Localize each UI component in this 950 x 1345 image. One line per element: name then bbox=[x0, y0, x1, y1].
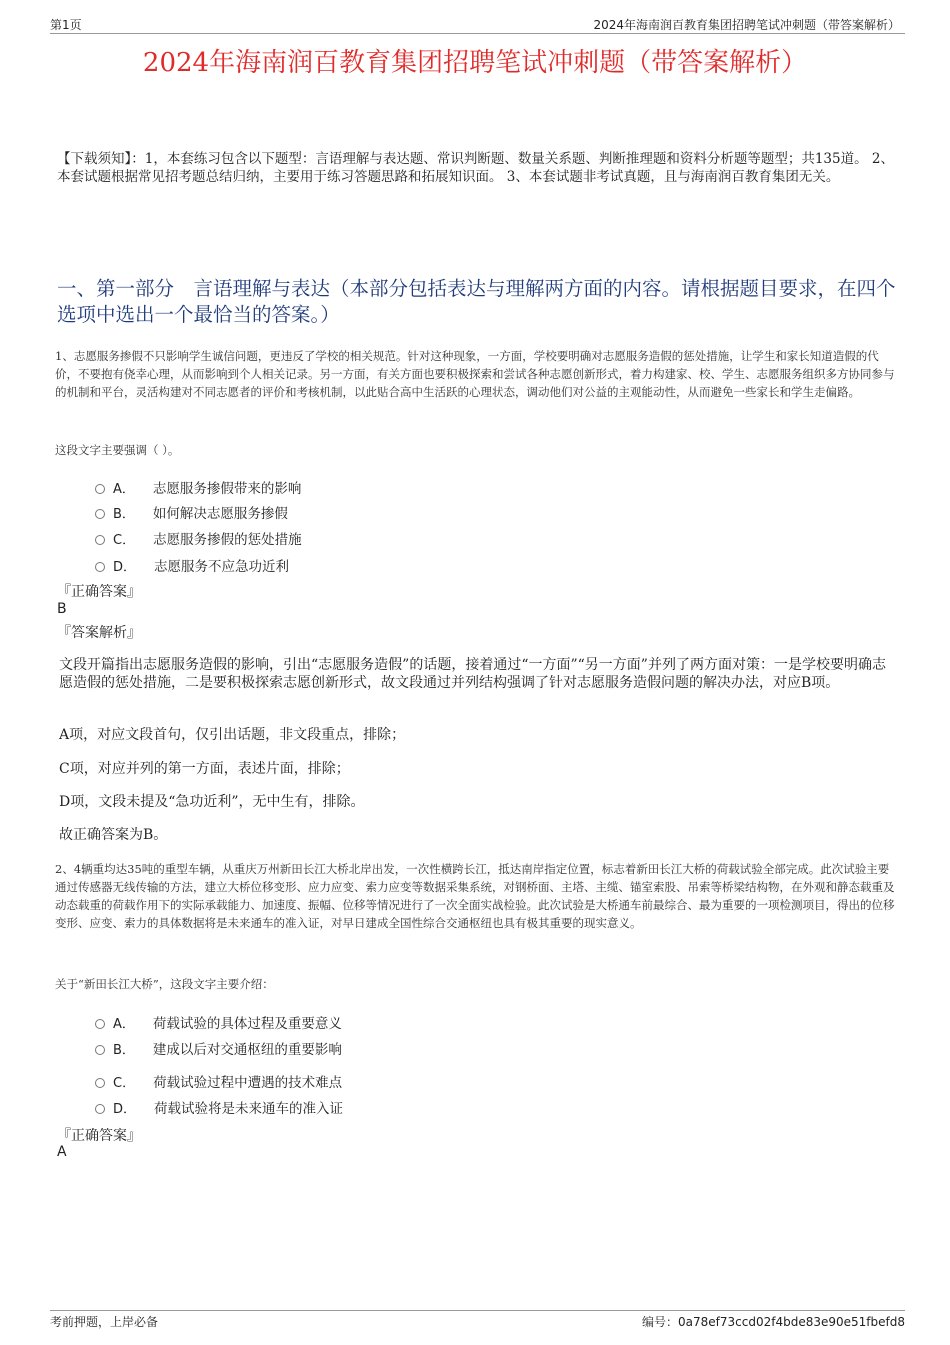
option-letter: A． bbox=[113, 1016, 135, 1032]
question-1-analysis-a: A项，对应文段首句，仅引出话题，非文段重点，排除； bbox=[59, 727, 406, 743]
option-letter: C． bbox=[113, 532, 136, 548]
footer-divider bbox=[50, 1310, 905, 1311]
radio-icon[interactable] bbox=[95, 1078, 105, 1088]
option-text: 荷载试验的具体过程及重要意义 bbox=[152, 1016, 342, 1032]
question-1-analysis-main: 文段开篇指出志愿服务造假的影响，引出“志愿服务造假”的话题，接着通过“一方面”“另一方面”并列了两方面对策：一是学校要明确志愿造假的惩处措施，二是要积极探索志愿创新形式，故文段通过并列结构强调了针对志愿服务造假问题的解决办法，对应B项。 bbox=[59, 657, 886, 691]
question-2-stem: 关于“新田长江大桥”，这段文字主要介绍： bbox=[55, 977, 274, 991]
section-heading: 一、第一部分 言语理解与表达（本部分包括表达与理解两方面的内容。请根据题目要求，在四个选项中选出一个最恰当的答案。） bbox=[57, 277, 896, 326]
option-text: 志愿服务不应急功近利 bbox=[154, 559, 290, 575]
option-letter: A． bbox=[113, 481, 135, 497]
question-1-analysis-c: C项，对应并列的第一方面，表述片面，排除； bbox=[59, 761, 350, 777]
footer-code-value: 0a78ef73ccd02f4bde83e90e51fbefd8 bbox=[678, 1315, 905, 1329]
question-2-option-b[interactable] bbox=[95, 1038, 342, 1058]
radio-icon[interactable] bbox=[95, 535, 105, 545]
question-1-passage: 1、志愿服务掺假不只影响学生诚信问题，更违反了学校的相关规范。针对这种现象，一方面，学校要明确对志愿服务造假的惩处措施，让学生和家长知道造假的代价，不要抱有侥幸心理，从而影响到个人相关记录。另一方面，有关方面也要积极探索和尝试各种志愿创新形式，着力构建家、校、学生、志愿服务组织多方协同参与的机制和平台，灵活构建对不同志愿者的评价和考核机制，以此贴合高中生活跃的心理状态，调动他们对公益的主观能动性，从而避免一些家长和学生走偏路。 bbox=[55, 349, 895, 399]
footer-code-label: 编号： bbox=[642, 1315, 679, 1329]
option-text: 志愿服务掺假带来的影响 bbox=[152, 481, 302, 497]
question-1-analysis-label: 『答案解析』 bbox=[57, 625, 141, 641]
question-2-option-c[interactable] bbox=[95, 1071, 342, 1091]
question-1-option-a[interactable] bbox=[95, 477, 301, 497]
header-divider bbox=[50, 33, 905, 34]
radio-icon[interactable] bbox=[95, 484, 105, 494]
radio-icon[interactable] bbox=[95, 1019, 105, 1029]
radio-icon[interactable] bbox=[95, 509, 105, 519]
option-text: 如何解决志愿服务掺假 bbox=[152, 506, 288, 522]
question-1-analysis-conclusion: 故正确答案为B。 bbox=[59, 827, 168, 843]
option-letter: D． bbox=[113, 559, 137, 575]
question-1-answer-label: 『正确答案』 bbox=[57, 584, 141, 600]
question-1-option-d[interactable] bbox=[95, 555, 289, 575]
question-1-stem: 这段文字主要强调（ ）。 bbox=[55, 443, 180, 457]
option-letter: D． bbox=[113, 1101, 137, 1117]
radio-icon[interactable] bbox=[95, 562, 105, 572]
question-1-analysis-d: D项，文段未提及“急功近利”，无中生有，排除。 bbox=[59, 794, 365, 810]
radio-icon[interactable] bbox=[95, 1045, 105, 1055]
option-letter: B． bbox=[113, 506, 135, 522]
question-1-answer: B bbox=[57, 601, 67, 617]
question-2-option-d[interactable] bbox=[95, 1097, 343, 1117]
option-text: 建成以后对交通枢纽的重要影响 bbox=[152, 1042, 342, 1058]
question-1-option-c[interactable] bbox=[95, 528, 302, 548]
footer-code bbox=[642, 1313, 905, 1330]
footer-slogan: 考前押题，上岸必备 bbox=[50, 1315, 159, 1329]
page-title: 2024年海南润百教育集团招聘笔试冲刺题（带答案解析） bbox=[142, 48, 808, 78]
download-notice: 【下载须知】：1，本套练习包含以下题型：言语理解与表达题、常识判断题、数量关系题、判断推理题和资料分析题等题型；共135道。 2、本套试题根据常见招考题总结归纳，主要用于练习答题思路和拓展知识面。 3、本套试题非考试真题，且与海南润百教育集团无关。 bbox=[57, 151, 894, 185]
option-text: 志愿服务掺假的惩处措施 bbox=[153, 532, 302, 548]
header-doc-title: 2024年海南润百教育集团招聘笔试冲刺题（带答案解析） bbox=[593, 18, 900, 32]
question-2-passage: 2、4辆重均达35吨的重型车辆，从重庆万州新田长江大桥北岸出发，一次性横跨长江，抵达南岸指定位置，标志着新田长江大桥的荷载试验全部完成。此次试验主要通过传感器无线传输的方法，建立大桥位移变形、应力应变、索力应变等数据采集系统，对钢桥面、主塔、主缆、锚室索股、吊索等桥梁结构物，在外观和静态载重及动态载重的荷载作用下的实际承载能力、加速度、振幅、位移等情况进行了一次全面实战检验。此次试验是大桥通车前最综合、最为重要的一项检测项目，得出的位移变形、应变、索力的具体数据将是未来通车的准入证，对早日建成全国性综合交通枢纽也具有极其重要的现实意义。 bbox=[55, 862, 895, 930]
radio-icon[interactable] bbox=[95, 1104, 105, 1114]
header-page-number: 第1页 bbox=[50, 18, 82, 32]
question-1-option-b[interactable] bbox=[95, 502, 288, 522]
question-2-answer: A bbox=[57, 1144, 67, 1160]
question-2-answer-label: 『正确答案』 bbox=[57, 1128, 141, 1144]
option-text: 荷载试验过程中遭遇的技术难点 bbox=[153, 1075, 343, 1091]
option-letter: B． bbox=[113, 1042, 135, 1058]
question-2-option-a[interactable] bbox=[95, 1012, 342, 1032]
option-text: 荷载试验将是未来通车的准入证 bbox=[154, 1101, 344, 1117]
option-letter: C． bbox=[113, 1075, 136, 1091]
